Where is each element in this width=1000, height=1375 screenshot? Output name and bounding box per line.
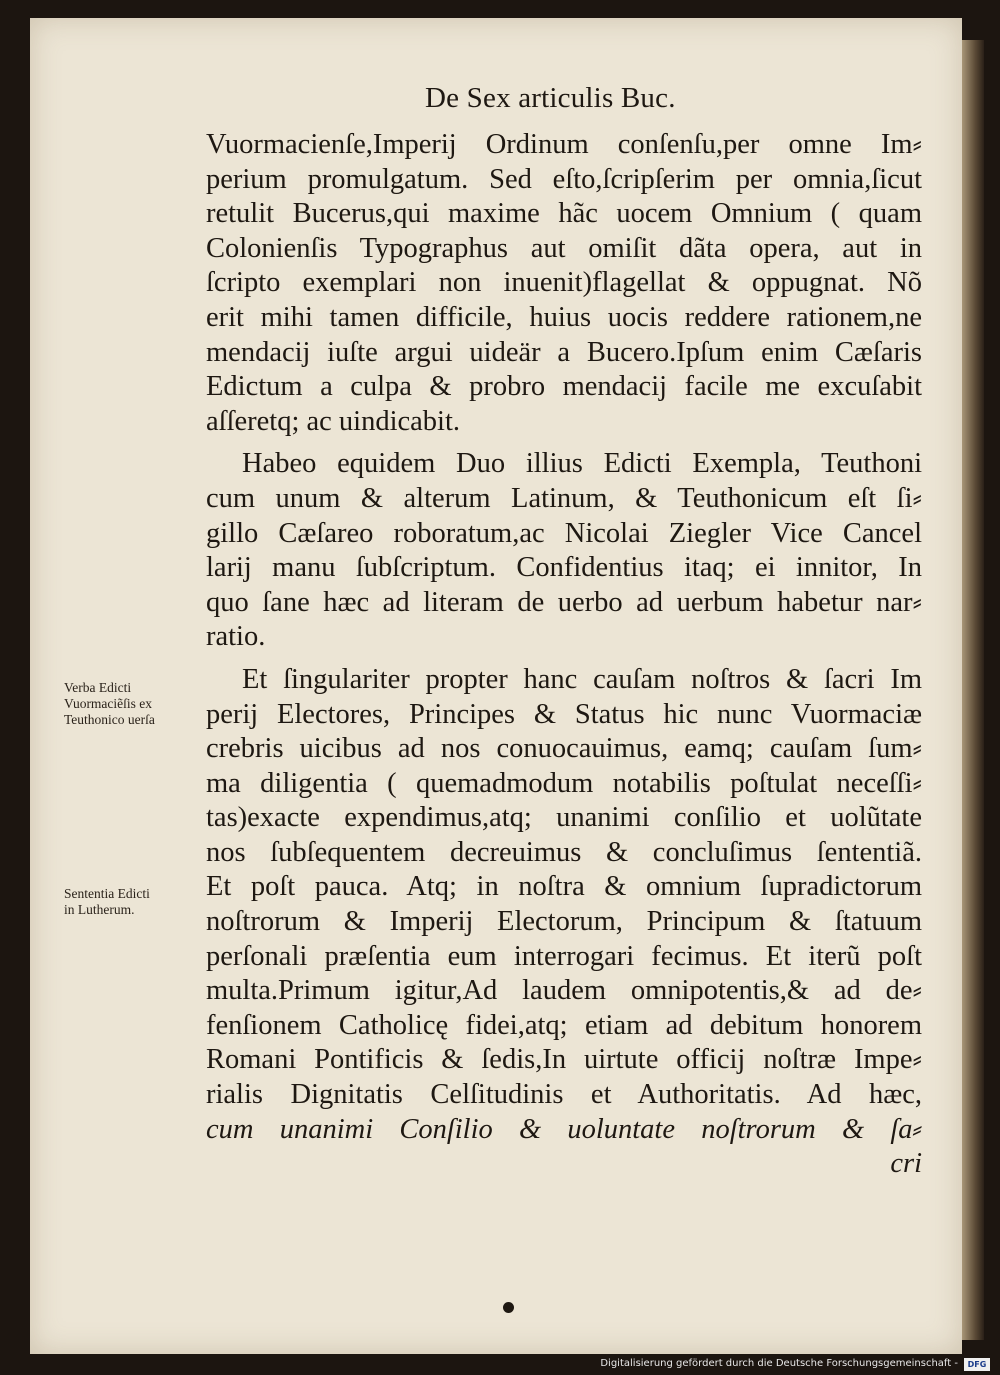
text-line: rialis Dignitatis Celſitudinis et Authoritatis. Ad hæc, xyxy=(206,1079,922,1111)
text-line: fenſionem Catholicę fidei,atq; etiam ad debitum honorem xyxy=(206,1009,922,1041)
margin-note-line: Verba Edicti xyxy=(64,680,132,695)
margin-note xyxy=(64,680,204,728)
page-dot xyxy=(503,1302,514,1313)
text-line: cum unum & alterum Latinum, & Teuthonicum eſt ſi⸗ xyxy=(206,482,922,514)
main-text xyxy=(206,128,922,1182)
text-line: ratio. xyxy=(206,621,266,653)
text-line: ſcripto exemplari non inuenit)flagellat & oppugnat. Nõ xyxy=(206,267,922,299)
text-line: perium promulgatum. Sed eſto,ſcripſerim per omnia,ſicut xyxy=(206,163,922,195)
text-line: multa.Primum igitur,Ad laudem omnipotentis,& ad de⸗ xyxy=(206,975,922,1007)
text-line: Et ſingulariter propter hanc cauſam noſtros & ſacri Im xyxy=(242,663,922,695)
text-line: perſonali præſentia eum interrogari fecimus. Et iterũ poſt xyxy=(206,940,922,972)
text-line: perĳ Electores, Principes & Status hic nunc Vuormaciæ xyxy=(206,698,922,730)
text-line: aſſeretq; ac uindicabit. xyxy=(206,405,461,437)
text-line: noſtrorum & Imperĳ Electorum, Principum & ſtatuum xyxy=(206,906,922,938)
text-line: larĳ manu ſubſcriptum. Confidentius itaq; ei innitor, In xyxy=(206,552,922,584)
text-line: Romani Pontificis & ſedis,In uirtute officĳ noſtræ Impe⸗ xyxy=(206,1044,922,1076)
catchword: cri xyxy=(890,1148,922,1180)
paragraph xyxy=(206,128,922,439)
margin-note-line: in Lutherum. xyxy=(64,902,135,917)
text-line: retulit Bucerus,qui maxime hãc uocem Omnium ( quam xyxy=(206,198,922,230)
text-line: Et poſt pauca. Atq; in noſtra & omnium ſupradictorum xyxy=(206,871,922,903)
text-line: ma diligentia ( quemadmodum notabilis poſtulat neceſſi⸗ xyxy=(206,767,922,799)
margin-note-line: Teuthonico uerſa xyxy=(64,712,155,727)
dfg-logo: DFG xyxy=(964,1358,990,1371)
paragraph xyxy=(206,447,922,655)
text-line: Habeo equidem Duo illius Edicti Exempla, Teuthoni xyxy=(242,448,922,480)
text-line: mendacĳ iuſte argui uideär a Bucero.Ipſum enim Cæſaris xyxy=(206,336,922,368)
text-line: crebris uicibus ad nos conuocauimus, eamq; cauſam ſum⸗ xyxy=(206,733,922,765)
text-line: cum unanimi Conſilio & uoluntate noſtrorum & ſa⸗ xyxy=(206,1113,922,1145)
text-line: gillo Cæſareo roboratum,ac Nicolai Ziegler Vice Cancel xyxy=(206,517,922,549)
margin-note-line: Sententia Edicti xyxy=(64,886,150,901)
footer-credit: Digitalisierung gefördert durch die Deutsche Forschungsgemeinschaft - xyxy=(600,1358,958,1369)
margin-note-line: Vuormaciẽſis ex xyxy=(64,696,153,711)
paragraph xyxy=(206,663,922,1182)
text-line: quo ſane hæc ad literam de uerbo ad uerbum habetur nar⸗ xyxy=(206,586,922,618)
page-edge xyxy=(962,40,984,1340)
text-line: tas)exacte expendimus,atq; unanimi conſilio et uolũtate xyxy=(206,802,922,834)
text-line: Edictum a culpa & probro mendacĳ facile me excuſabit xyxy=(206,371,922,403)
text-line: erit mihi tamen difficile, huius uocis reddere rationem,ne xyxy=(206,301,922,333)
margin-note xyxy=(64,886,204,918)
running-head: De Sex articulis Buc. xyxy=(425,82,676,114)
text-line: Vuormacienſe,Imperĳ Ordinum conſenſu,per omne Im⸗ xyxy=(206,129,922,160)
text-line: Colonienſis Typographus aut omiſit dãta opera, aut in xyxy=(206,232,922,264)
text-line: nos ſubſequentem decreuimus & concluſimus ſententiã. xyxy=(206,836,922,868)
